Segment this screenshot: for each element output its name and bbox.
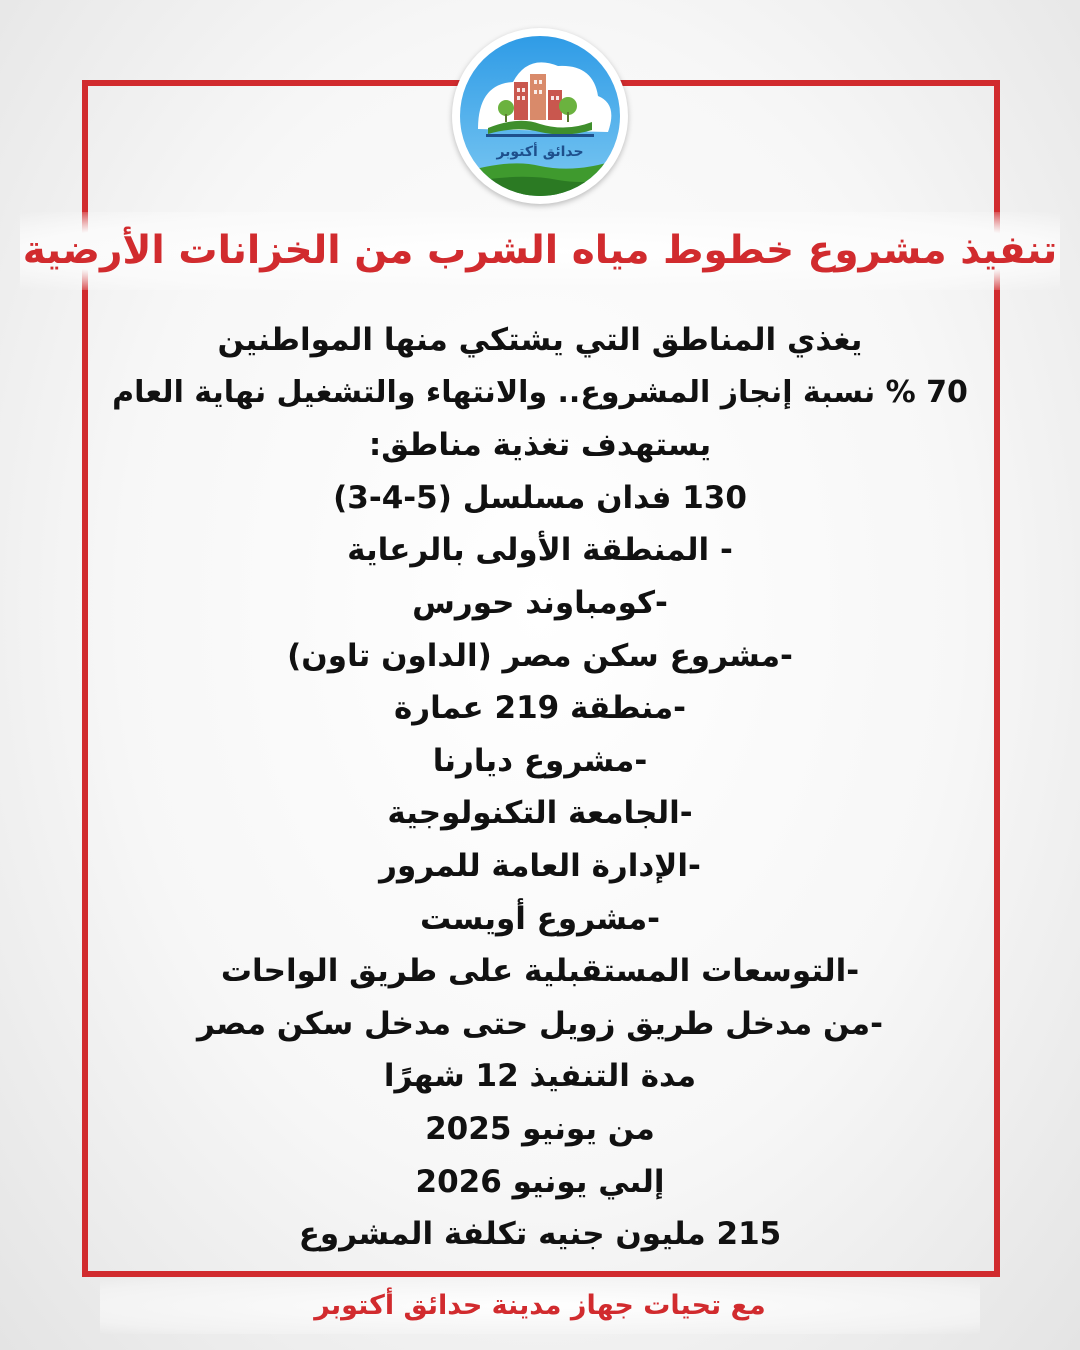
- headline: تنفيذ مشروع خطوط مياه الشرب من الخزانات الأرضية: [20, 212, 1060, 290]
- body-line: -مشروع سكن مصر (الداون تاون): [287, 637, 793, 674]
- city-logo: [452, 28, 628, 204]
- body-line: -مشروع أويست: [419, 900, 661, 937]
- body-line: 215 مليون جنيه تكلفة المشروع: [298, 1216, 782, 1253]
- body-line: من يونيو 2025: [425, 1110, 655, 1147]
- body-line: -التوسعات المستقبلية على طريق الواحات: [220, 953, 860, 990]
- body-line: إلىي يونيو 2026: [415, 1163, 665, 1200]
- body-line: -من مدخل طريق زويل حتى مدخل سكن مصر: [196, 1005, 883, 1042]
- body-line: 70 % نسبة إنجاز المشروع.. والانتهاء والتشغيل نهاية العام: [112, 374, 968, 410]
- body-line: -الإدارة العامة للمرور: [379, 847, 701, 884]
- body-line: 130 فدان مسلسل (5-4-3): [333, 479, 747, 516]
- body-line: يغذي المناطق التي يشتكي منها المواطنين: [217, 322, 863, 358]
- body-line: -كومباوند حورس: [412, 584, 668, 621]
- body-line: -مشروع ديارنا: [432, 742, 648, 779]
- footer-signature: مع تحيات جهاز مدينة حدائق أكتوبر: [100, 1278, 980, 1334]
- body-line: يستهدف تغذية مناطق:: [368, 427, 712, 464]
- body-line: -الجامعة التكنولوجية: [387, 795, 693, 832]
- announcement-body: [100, 314, 980, 1261]
- body-line: مدة التنفيذ 12 شهرًا: [383, 1058, 697, 1095]
- body-line: -منطقة 219 عمارة: [393, 690, 687, 727]
- body-line: - المنطقة الأولى بالرعاية: [347, 532, 733, 569]
- logo-text: حدائق أكتوبر: [496, 144, 584, 160]
- logo-emblem-icon: [458, 34, 622, 198]
